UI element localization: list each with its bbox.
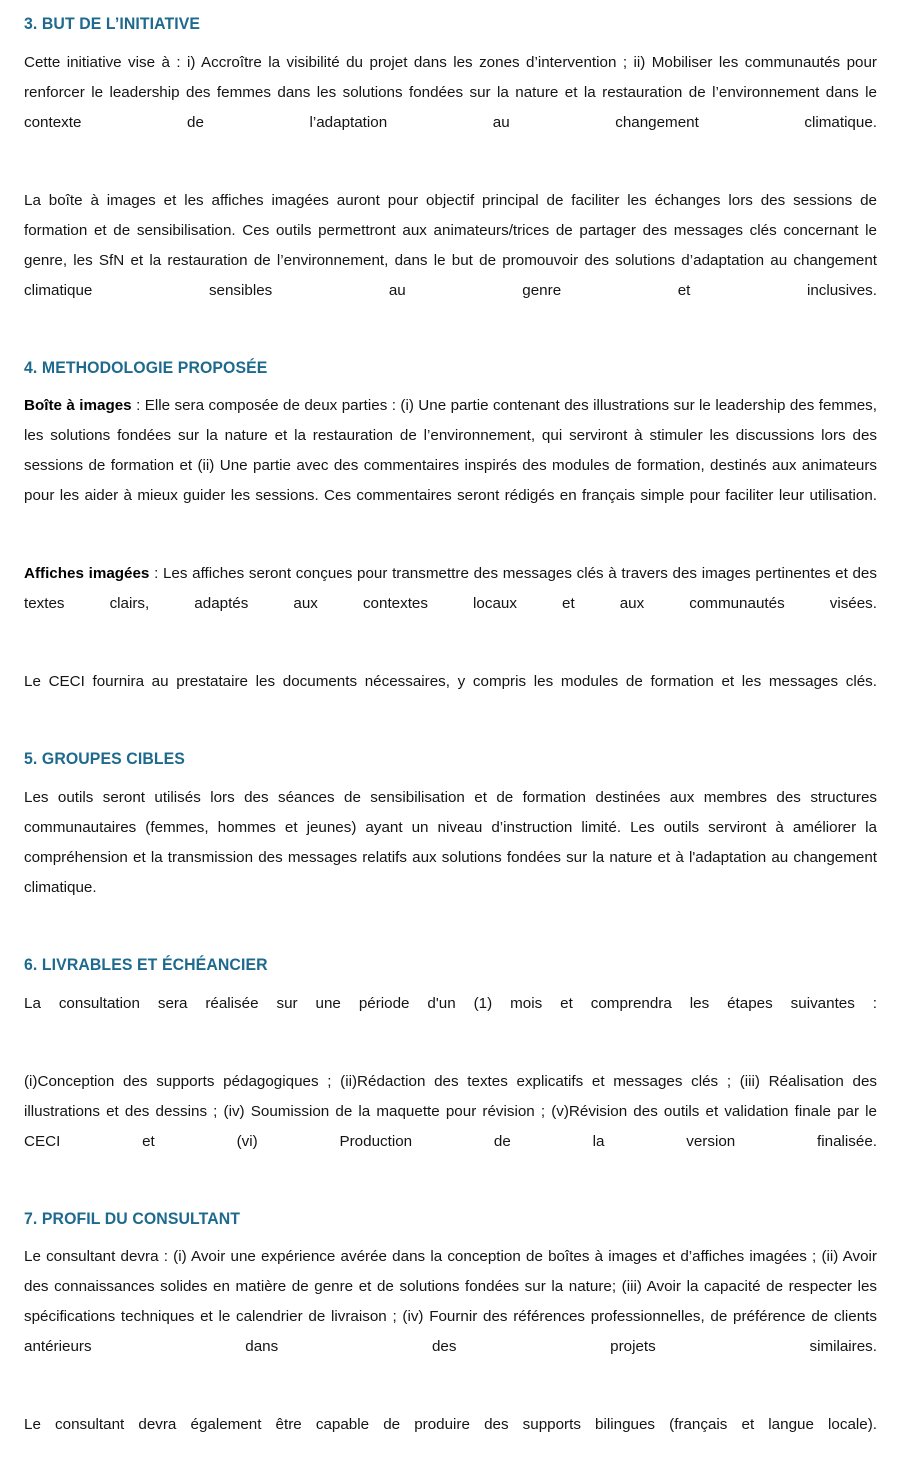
- paragraph-runin-label: Affiches imagées: [24, 565, 150, 583]
- paragraph: Le CECI fournira au prestataire les documents nécessaires, y compris les modules de formation et les messages clés.: [24, 673, 877, 691]
- section-heading-block-methodologie-proposee: [24, 358, 877, 379]
- section-heading-block-but-de-l-initiative: [24, 14, 877, 35]
- paragraph: (i)Conception des supports pédagogiques ; (ii)Rédaction des textes explicatifs et messages clés ; (iii) Réalisation des illustrations et des dessins ; (iv) Soumission de la maquette pour révision ; (v)Révision des outils et validation finale par le CECI et (vi) Production de la version finalisée.: [24, 1072, 877, 1150]
- paragraph-runin-label: Boîte à images: [24, 397, 132, 415]
- paragraph: Le consultant devra également être capable de produire des supports bilingues (français et langue locale).: [24, 1416, 877, 1434]
- paragraph: Cette initiative vise à : i) Accroître la visibilité du projet dans les zones d’intervention ; ii) Mobiliser les communautés pour renforcer le leadership des femmes dans les solutions fondées sur la nature et la restauration de l’environnement dans le contexte de l’adaptation au changement climatique.: [24, 53, 877, 131]
- document-body: [24, 14, 877, 1470]
- paragraph: [24, 391, 877, 541]
- section-heading-block-profil-du-consultant: [24, 1209, 877, 1230]
- section-heading-block-livrables-et-echeancier: [24, 955, 877, 976]
- section-heading-but-de-l-initiative: 3. BUT DE L’INITIATIVE: [24, 15, 201, 33]
- paragraph: [24, 559, 877, 649]
- section-heading-block-groupes-cibles: [24, 749, 877, 770]
- section-heading-methodologie-proposee: 4. METHODOLOGIE PROPOSÉE: [24, 358, 268, 377]
- section-heading-profil-du-consultant: 7. PROFIL DU CONSULTANT: [24, 1209, 241, 1228]
- paragraph: La boîte à images et les affiches imagées auront pour objectif principal de faciliter les échanges lors des sessions de formation et de sensibilisation. Ces outils permettront aux animateurs/trices de partager des messages clés concernant le genre, les SfN et la restauration de l’environnement, dans le but de promouvoir des solutions d’adaptation au changement climatique sensibles au genre et inclusives.: [24, 191, 877, 299]
- section-heading-livrables-et-echeancier: 6. LIVRABLES ET ÉCHÉANCIER: [24, 955, 268, 974]
- paragraph-text: : Les affiches seront conçues pour transmettre des messages clés à travers des images pertinentes et des textes clairs, adaptés aux contextes locaux et aux communautés visées.: [24, 565, 877, 613]
- section-heading-groupes-cibles: 5. GROUPES CIBLES: [24, 750, 185, 769]
- paragraph: Les outils seront utilisés lors des séances de sensibilisation et de formation destinées aux membres des structures communautaires (femmes, hommes et jeunes) ayant un niveau d’instruction limité. Les outils serviront à améliorer la compréhension et la transmission des messages relatifs aux solutions fondées sur la nature et à l'adaptation au changement climatique.: [24, 788, 877, 896]
- paragraph-text: : Elle sera composée de deux parties : (i) Une partie contenant des illustrations sur le leadership des femmes, les solutions fondées sur la nature et la restauration de l’environnement, qui serviront à stimuler les discussions lors des sessions de formation et (ii) Une partie avec des commentaires inspirés des modules de formation, destinés aux animateurs pour les aider à mieux guider les sessions. Ces commentaires seront rédigés en français simple pour faciliter leur utilisation.: [24, 397, 877, 505]
- paragraph: La consultation sera réalisée sur une période d'un (1) mois et comprendra les étapes suivantes :: [24, 994, 877, 1012]
- paragraph: Le consultant devra : (i) Avoir une expérience avérée dans la conception de boîtes à images et d’affiches imagées ; (ii) Avoir des connaissances solides en matière de genre et de solutions fondées sur la nature; (iii) Avoir la capacité de respecter les spécifications techniques et le calendrier de livraison ; (iv) Fournir des références professionnelles, de préférence de clients antérieurs dans des projets similaires.: [24, 1248, 877, 1356]
